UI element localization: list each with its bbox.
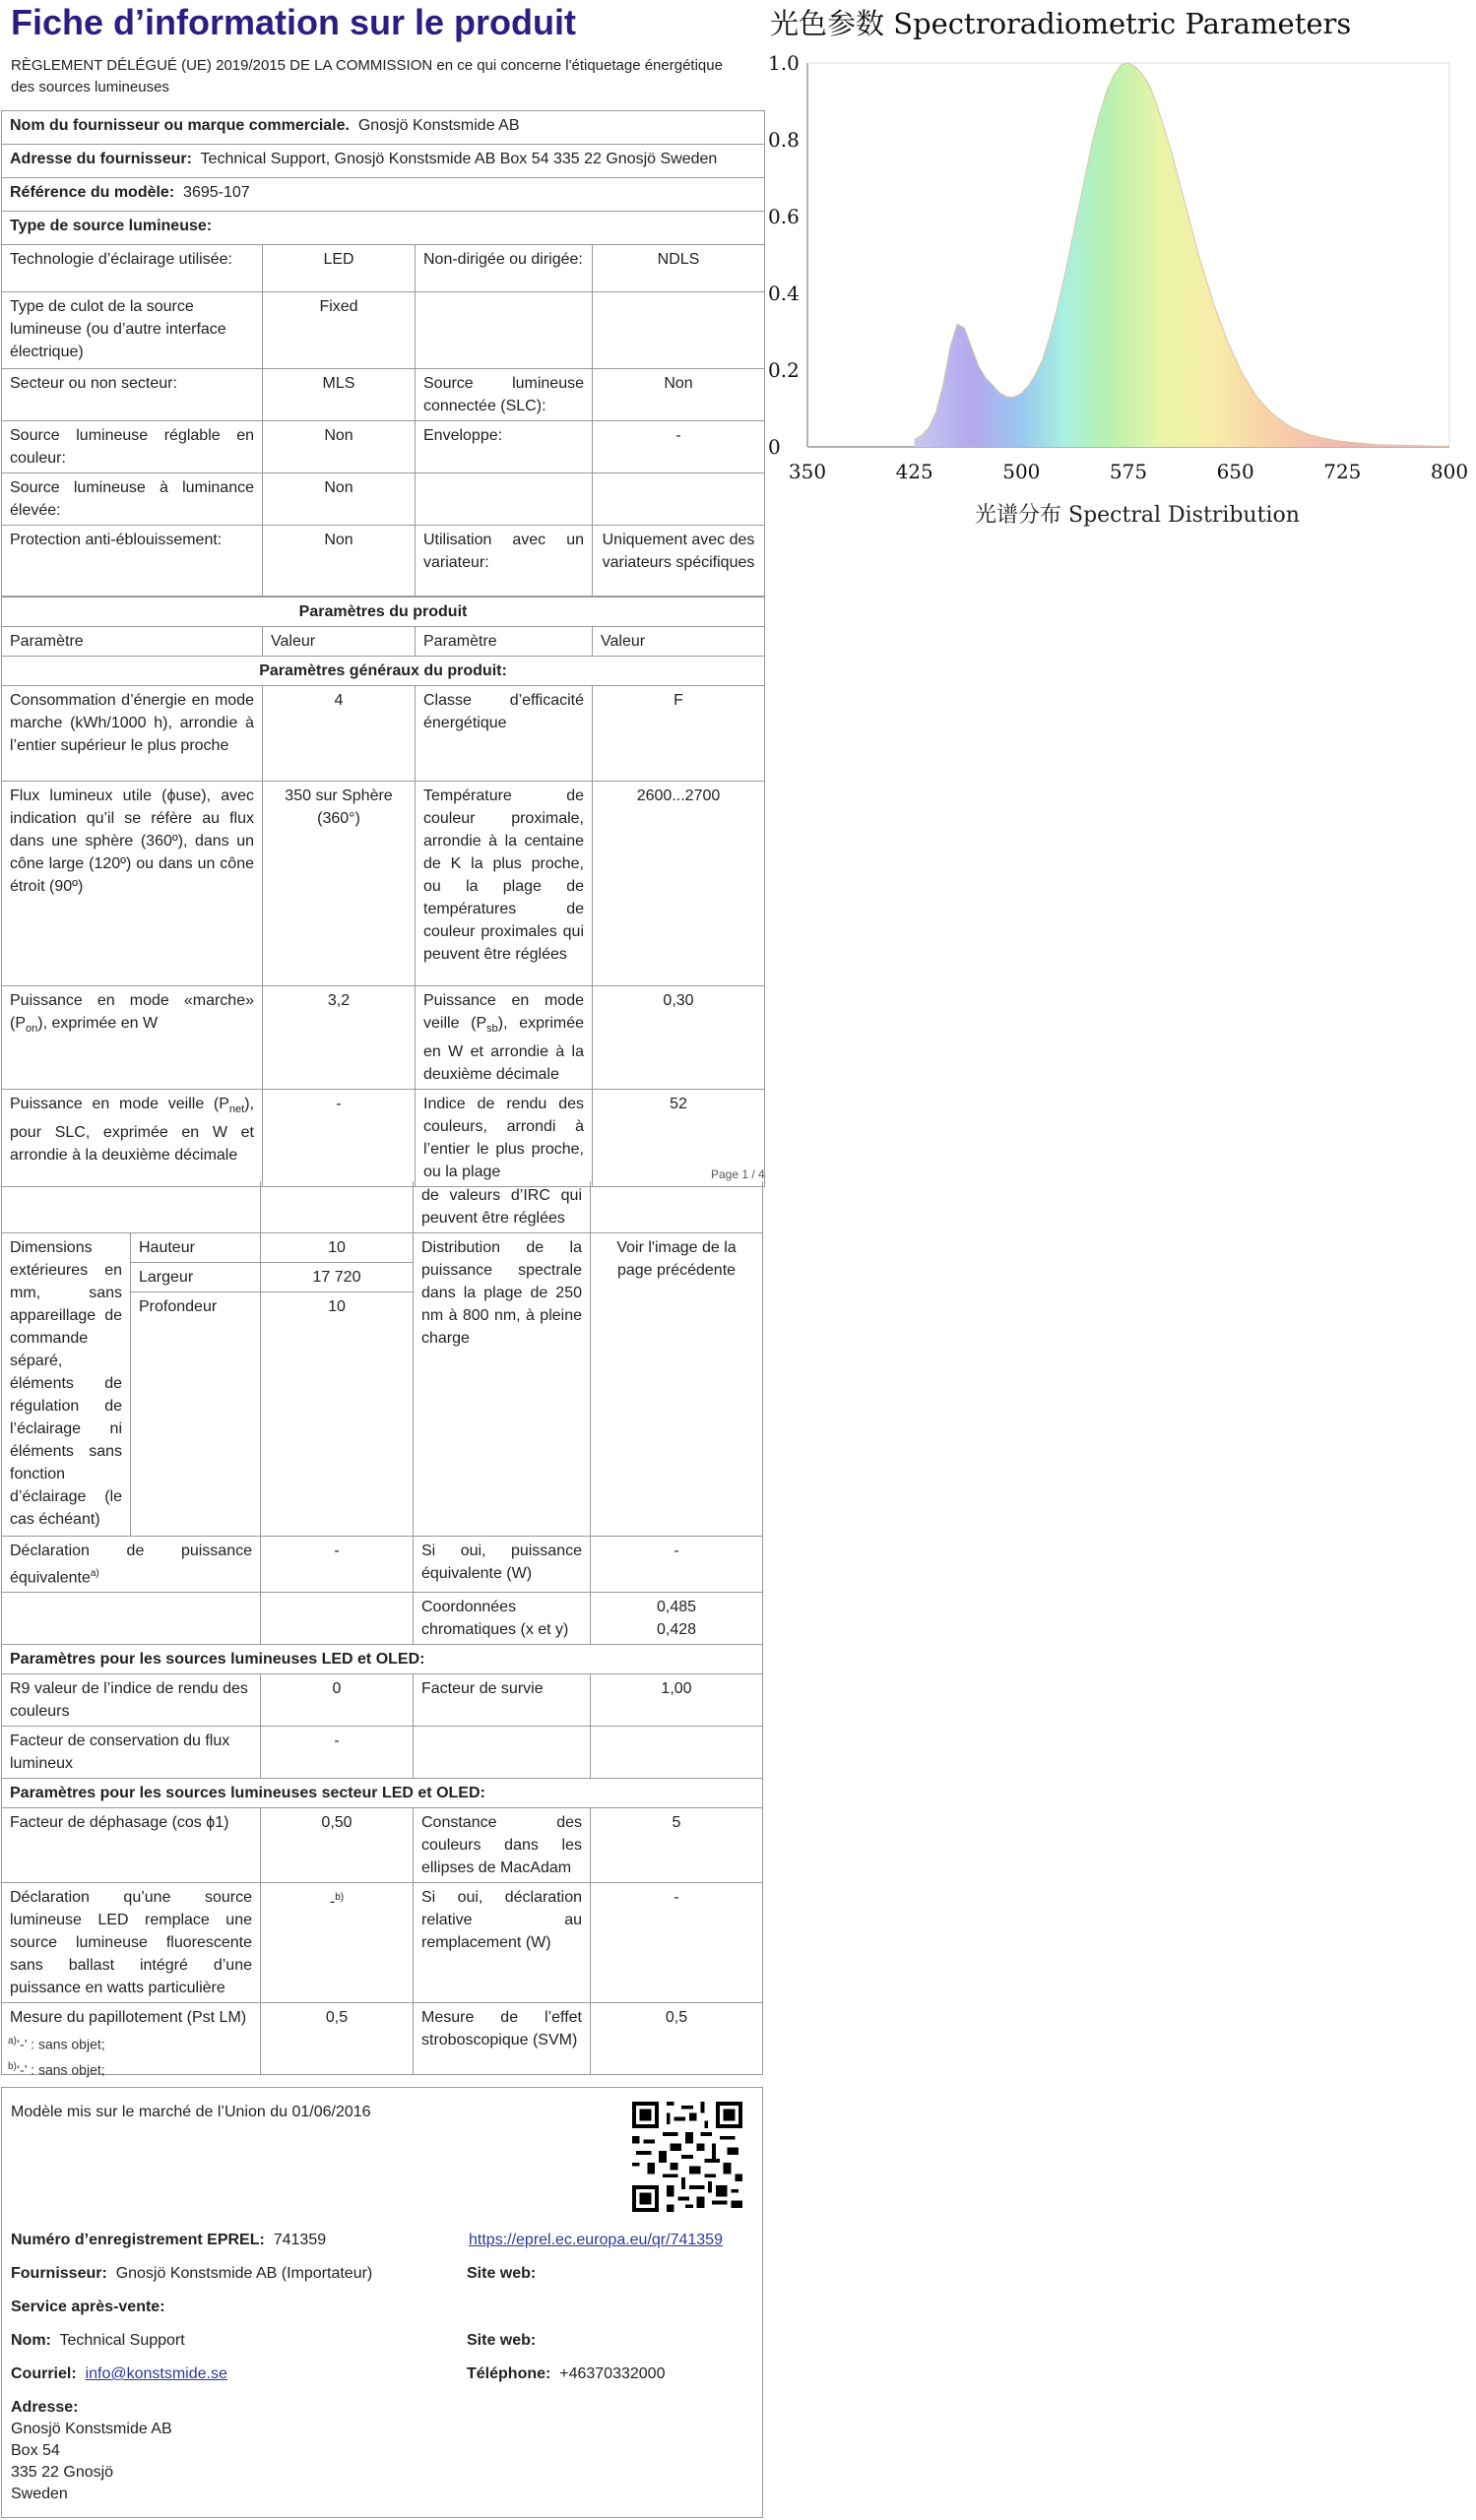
y-tick-label: 0.2 <box>768 358 800 382</box>
spectrum-area <box>915 63 1449 447</box>
spd-value: Voir l'image de la page précédente <box>591 1233 763 1537</box>
y-tick-label: 1.0 <box>768 51 800 75</box>
cct-label: Température de couleur proximale, arrondie à la centaine de K la plus proche, ou la plage de températures de couleur proximales qui peuvent être réglées <box>416 781 593 985</box>
plot-area <box>768 51 1468 483</box>
address-label: Adresse du fournisseur: <box>10 151 192 167</box>
supplier-label: Nom du fournisseur ou marque commerciale. <box>10 117 350 134</box>
supplier-row <box>2 111 765 145</box>
survival-value: 1,00 <box>591 1674 763 1727</box>
lumen-maint-value: - <box>261 1727 414 1779</box>
psb-label: Puissance en mode veille $(P_{sb})$, exprimée en W et arrondie à la deuxième décimale <box>416 985 593 1089</box>
col-header-param: Paramètre <box>416 626 593 656</box>
address-row <box>2 145 765 178</box>
cell-value: Non <box>263 473 416 526</box>
bottom-supplier: Fournisseur: Gnosjö Konstsmide AB (Importateur) <box>11 2265 373 2282</box>
website-label-1: Site web: <box>467 2265 537 2282</box>
supplier-value: Gnosjö Konstsmide AB <box>357 117 520 134</box>
dims-label: Dimensions extérieures en mm, sans appareillage de commande séparé, éléments de régulation de l’éclairage ni éléments sans fonction d’éclairage (le cas échéant) <box>2 1233 131 1537</box>
cell-value: Non <box>593 369 765 421</box>
led-params-heading: Paramètres pour les sources lumineuses LED et OLED: <box>2 1645 763 1674</box>
params-heading: Paramètres du produit <box>2 597 765 627</box>
eprel-number: Numéro d’enregistrement EPREL: 741359 <box>11 2232 327 2248</box>
cell-value: Non <box>263 421 416 473</box>
equivw-label: Si oui, puissance équivalente (W) <box>414 1537 591 1593</box>
after-sales-name: Nom: Technical Support <box>11 2332 185 2349</box>
phone-row: Téléphone: +46370332000 <box>467 2365 666 2382</box>
width-label: Largeur <box>131 1263 261 1292</box>
depth-label: Profondeur <box>131 1292 261 1537</box>
phase-label: Facteur de déphasage (cos ϕ1) <box>2 1808 261 1883</box>
class-value: F <box>593 685 765 781</box>
page-title: Fiche d’information sur le produit <box>11 2 577 42</box>
replacew-label: Si oui, déclaration relative au remplacement (W) <box>414 1883 591 2003</box>
energy-label: Consommation d’énergie en mode marche (kWh/1000 h), arrondie à l’entier supérieur le plus proche <box>2 685 263 781</box>
macadam-label: Constance des couleurs dans les ellipses de MacAdam <box>414 1808 591 1883</box>
website-label-2: Site web: <box>467 2332 537 2349</box>
x-tick-label: 725 <box>1323 460 1362 483</box>
footnote-b: $^{b)}$‘-’ : sans objet; <box>8 2061 105 2078</box>
cell-label <box>416 473 593 526</box>
cell-label: Source lumineuse à luminance élevée: <box>2 473 263 526</box>
cell-value: - <box>593 421 765 473</box>
address-line: 335 22 Gnosjö <box>11 2464 114 2481</box>
cri-value: 52 <box>593 1089 765 1186</box>
cell-value: LED <box>263 245 416 292</box>
flux-value: 350 sur Sphère (360°) <box>263 781 416 985</box>
replacew-value: - <box>591 1883 763 2003</box>
class-label: Classe d’efficacité énergétique <box>416 685 593 781</box>
spectral-chart <box>763 39 1476 502</box>
cell-value: NDLS <box>593 245 765 292</box>
strobo-label: Mesure de l’effet stroboscopique (SVM) <box>414 2003 591 2075</box>
address-heading: Adresse: <box>11 2399 79 2416</box>
y-tick-label: 0.8 <box>768 128 800 152</box>
product-info-table-page2 <box>1 1181 763 2075</box>
qr-code-icon <box>632 2102 742 2212</box>
energy-value: 4 <box>263 685 416 781</box>
y-tick-label: 0.6 <box>768 205 800 228</box>
address-line: Box 54 <box>11 2442 60 2459</box>
address-line: Gnosjö Konstsmide AB <box>11 2421 172 2437</box>
x-tick-label: 350 <box>788 460 827 483</box>
psb-value: 0,30 <box>593 985 765 1089</box>
general-params-heading: Paramètres généraux du produit: <box>2 656 765 685</box>
chroma-label: Coordonnées chromatiques (x et y) <box>414 1593 591 1645</box>
source-type-heading: Type de source lumineuse: <box>2 212 765 245</box>
x-tick-label: 650 <box>1216 460 1254 483</box>
cell-label: Technologie d’éclairage utilisée: <box>2 245 263 292</box>
cri-label-part1: Indice de rendu des couleurs, arrondi à l’entier le plus proche, ou la plage <box>416 1089 593 1186</box>
chroma-value: 0,485 0,428 <box>591 1593 763 1645</box>
cell-value: Non <box>263 526 416 597</box>
y-tick-label: 0.4 <box>768 282 800 305</box>
replace-value: -$^{b)}$ <box>261 1883 414 2003</box>
replace-label: Déclaration qu’une source lumineuse LED remplace une source lumineuse fluorescente sans ballast intégré d’une puissance en watts particulière <box>2 1883 261 2003</box>
flux-label: Flux lumineux utile (ϕuse), avec indication qu’il se réfère au flux dans une sphère (360º), dans un cône large (120º) ou dans un cône étroit (90º) <box>2 781 263 985</box>
height-value: 10 <box>261 1233 414 1263</box>
macadam-value: 5 <box>591 1808 763 1883</box>
market-date-text: Modèle mis sur le marché de l’Union du 01/06/2016 <box>11 2104 371 2120</box>
height-label: Hauteur <box>131 1233 261 1263</box>
col-header-param: Paramètre <box>2 626 263 656</box>
cell-label: Enveloppe: <box>416 421 593 473</box>
y-tick-label: 0 <box>768 435 781 459</box>
cell-label: Source lumineuse connectée (SLC): <box>416 369 593 421</box>
equiv-value: - <box>261 1537 414 1593</box>
cell-label: Secteur ou non secteur: <box>2 369 263 421</box>
cell-value <box>593 292 765 369</box>
x-tick-label: 800 <box>1430 460 1469 483</box>
mains-params-heading: Paramètres pour les sources lumineuses secteur LED et OLED: <box>2 1779 763 1808</box>
after-sales-heading: Service après-vente: <box>11 2299 165 2315</box>
chart-x-axis-label: 光谱分布 Spectral Distribution <box>975 503 1300 528</box>
x-tick-label: 425 <box>895 460 933 483</box>
cell-label <box>416 292 593 369</box>
page-number: Page 1 / 4 <box>711 1167 765 1181</box>
flicker-value: 0,5 <box>261 2003 414 2075</box>
survival-label: Facteur de survie <box>414 1674 591 1727</box>
cell-value: Fixed <box>263 292 416 369</box>
flicker-label: Mesure du papillotement (Pst LM) <box>2 2003 261 2075</box>
address-value: Technical Support, Gnosjö Konstsmide AB Box 54 335 22 Gnosjö Sweden <box>200 151 718 167</box>
regulation-subtitle: RÈGLEMENT DÉLÉGUÉ (UE) 2019/2015 DE LA COMMISSION en ce qui concerne l'étiquetage énergétique des sources lumineuses <box>11 57 723 95</box>
cell-label: Type de culot de la source lumineuse (ou d’autre interface électrique) <box>2 292 263 369</box>
cell-value: MLS <box>263 369 416 421</box>
lumen-maint-label: Facteur de conservation du flux lumineux <box>2 1727 261 1779</box>
footnote-a: $^{a)}$‘-’ : sans objet; <box>8 2036 105 2052</box>
email-link[interactable]: info@konstsmide.se <box>85 2365 227 2382</box>
pnet-value: - <box>263 1089 416 1186</box>
width-value: 17 720 <box>261 1263 414 1292</box>
model-label: Référence du modèle: <box>10 184 175 201</box>
address-line: Sweden <box>11 2486 68 2502</box>
pnet-label: Puissance en mode veille $(P_{net})$, pour SLC, exprimée en W et arrondie à la deuxième décimale <box>2 1089 263 1186</box>
phase-value: 0,50 <box>261 1808 414 1883</box>
email-row: Courriel: info@konstsmide.se <box>11 2365 227 2382</box>
cri-label-part2: de valeurs d’IRC qui peuvent être réglées <box>414 1181 591 1233</box>
r9-label: R9 valeur de l’indice de rendu des couleurs <box>2 1674 261 1727</box>
r9-value: 0 <box>261 1674 414 1727</box>
equiv-label: Déclaration de puissance équivalente$^{a)}$ <box>2 1537 261 1593</box>
col-header-value: Valeur <box>593 626 765 656</box>
eprel-link[interactable]: https://eprel.ec.europa.eu/qr/741359 <box>469 2232 723 2248</box>
col-header-value: Valeur <box>263 626 416 656</box>
depth-value: 10 <box>261 1292 414 1537</box>
eprel-info-box <box>1 2087 763 2518</box>
cell-label: Non-dirigée ou dirigée: <box>416 245 593 292</box>
cell-value <box>593 473 765 526</box>
cct-value: 2600...2700 <box>593 781 765 985</box>
chart-title: 光色参数 Spectroradiometric Parameters <box>770 7 1352 40</box>
model-value: 3695-107 <box>183 184 250 201</box>
cell-value: Uniquement avec des variateurs spécifiques <box>593 526 765 597</box>
pon-label: Puissance en mode «marche» $(P_{on})$, exprimée en W <box>2 985 263 1089</box>
x-tick-label: 575 <box>1109 460 1148 483</box>
cell-label: Source lumineuse réglable en couleur: <box>2 421 263 473</box>
pon-value: 3,2 <box>263 985 416 1089</box>
model-row <box>2 178 765 212</box>
x-tick-label: 500 <box>1002 460 1041 483</box>
cell-label: Protection anti-éblouissement: <box>2 526 263 597</box>
equivw-value: - <box>591 1537 763 1593</box>
cell-label: Utilisation avec un variateur: <box>416 526 593 597</box>
spd-label: Distribution de la puissance spectrale dans la plage de 250 nm à 800 nm, à pleine charge <box>414 1233 591 1537</box>
product-info-table-page1 <box>1 110 765 1187</box>
strobo-value: 0,5 <box>591 2003 763 2075</box>
